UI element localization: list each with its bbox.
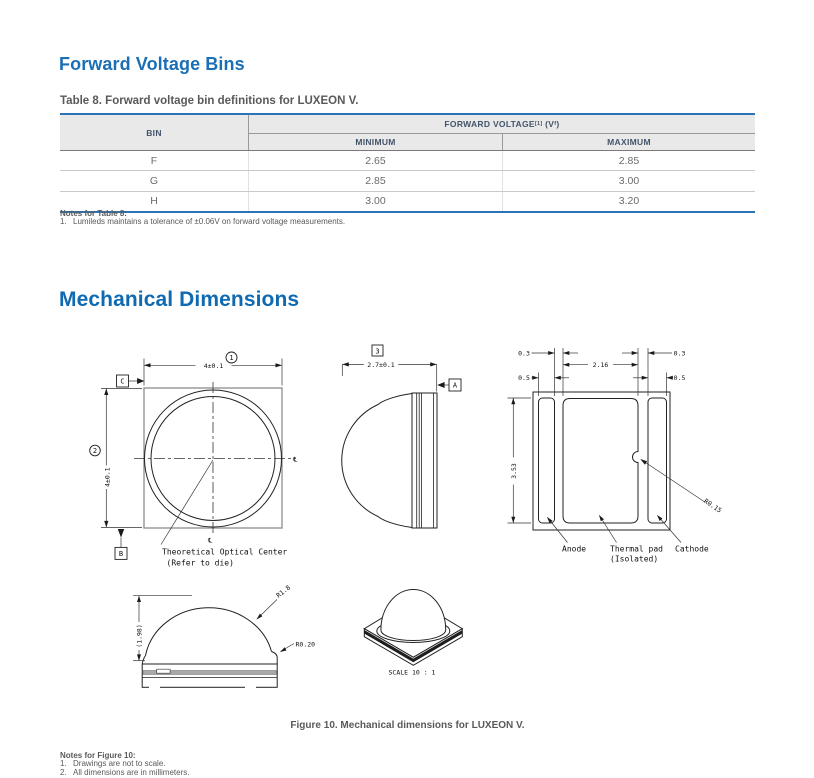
thermal-pad-label: Thermal pad [610, 544, 663, 554]
optical-center-label: Theoretical Optical Center [162, 547, 288, 557]
optical-center-label2: (Refer to die) [166, 558, 234, 568]
figure-note-item [60, 769, 189, 778]
balloon-2-number: 2 [92, 447, 98, 455]
bin-cell: G [60, 171, 249, 190]
max-cell: 3.20 [618, 195, 640, 208]
table-notes-heading: Notes for Table 8: [60, 209, 127, 218]
figure-10-caption: Figure 10. Mechanical dimensions for LUXEON V. [290, 720, 525, 731]
datum-b-triangle [118, 529, 124, 538]
table-header [60, 115, 755, 151]
pad-width-dimension-right: 0.5 [673, 374, 686, 382]
package-base [142, 664, 277, 687]
table-row [60, 151, 755, 170]
section-title-mechanical-dimensions: Mechanical Dimensions [59, 288, 300, 311]
column-header-maximum: MAXIMUM [607, 137, 651, 147]
column-header-forward-voltage [249, 115, 755, 134]
iso-dome [381, 590, 446, 641]
drawing-side-view [342, 345, 461, 528]
cathode-pad [648, 398, 667, 523]
thickness-dimension: 2.7±0.1 [367, 360, 395, 369]
table-row [60, 170, 755, 190]
drawing-iso-view [364, 590, 462, 677]
height-dimension: 4±0.1 [103, 467, 112, 487]
max-cell: 2.85 [618, 154, 640, 167]
note-number: 2. [60, 767, 67, 777]
datum-a-label: A [452, 381, 458, 390]
datum-a-triangle [437, 382, 444, 388]
anode-label: Anode [562, 544, 587, 554]
dome-radius-dimension: R1.8 [274, 583, 293, 600]
min-cell: 2.65 [249, 151, 503, 170]
note-text: Lumileds maintains a tolerance of ±0.06V on forward voltage measurements. [73, 217, 346, 226]
bin-cell: H [60, 192, 249, 211]
figure-10-notes [60, 751, 189, 777]
bin-cell: F [60, 151, 249, 170]
centerline-symbol: ℄ [293, 455, 298, 464]
table-8-caption: Table 8. Forward voltage bin definitions for LUXEON V. [60, 95, 359, 107]
forward-voltage-table [60, 113, 755, 213]
section-title-forward-voltage-bins: Forward Voltage Bins [59, 54, 245, 74]
drawing-top-view [90, 352, 298, 568]
table-subheader-row [249, 134, 755, 150]
table-note-item [60, 218, 345, 227]
scale-label: SCALE 10 : 1 [388, 668, 436, 677]
group-label: FORWARD VOLTAGE [444, 119, 535, 129]
balloon-3-number: 3 [375, 347, 380, 356]
datum-c-label: C [120, 377, 125, 386]
note-text: Drawings are not to scale. [73, 759, 166, 768]
min-cell: 2.85 [249, 171, 503, 190]
table-8-notes [60, 209, 345, 227]
overall-height-dimension: (1.98) [135, 624, 144, 648]
thermal-pad [563, 399, 638, 524]
dome-profile [342, 394, 412, 528]
thermal-pad-width-dimension: 2.16 [592, 361, 609, 370]
table-row [60, 191, 755, 211]
base-radius-dimension: R0.20 [295, 640, 316, 649]
note-text: All dimensions are in millimeters. [73, 767, 190, 777]
thermal-pad-label2: (Isolated) [610, 554, 659, 564]
group-unit-close: ) [556, 119, 560, 129]
balloon-1-number: 1 [229, 354, 234, 362]
gap-dimension-left: 0.3 [518, 349, 530, 358]
min-cell: 3.00 [249, 192, 503, 211]
notch-radius-dimension: R0.15 [702, 497, 724, 515]
gap-dimension-right: 0.3 [673, 349, 686, 358]
mechanical-drawings [0, 330, 814, 730]
figure-notes-heading: Notes for Figure 10: [60, 751, 136, 760]
anode-pad [539, 398, 555, 523]
package-bottom-outline [533, 392, 670, 530]
pad-width-dimension-left: 0.5 [518, 374, 530, 382]
note-number: 1. [60, 217, 67, 226]
forward-voltage-header-group [249, 115, 755, 150]
column-header-minimum: MINIMUM [249, 134, 503, 150]
pad-height-dimension: 3.53 [509, 463, 518, 479]
max-cell: 3.00 [618, 174, 640, 187]
note-number: 1. [60, 759, 67, 768]
datum-c-triangle [137, 378, 144, 384]
column-header-bin: BIN [60, 115, 249, 150]
width-dimension: 4±0.1 [203, 361, 224, 370]
group-note-ref: [1] [534, 121, 543, 127]
cathode-label: Cathode [675, 544, 709, 554]
centerline-symbol: ℄ [208, 536, 213, 545]
substrate-slot [157, 669, 170, 673]
drawing-profile-view [133, 584, 315, 688]
drawing-pad-view [508, 348, 724, 563]
dome-arc [146, 608, 272, 656]
group-unit-open: (V [545, 119, 555, 129]
group-unit-sub: f [554, 121, 557, 127]
datum-b-label: B [118, 550, 124, 559]
